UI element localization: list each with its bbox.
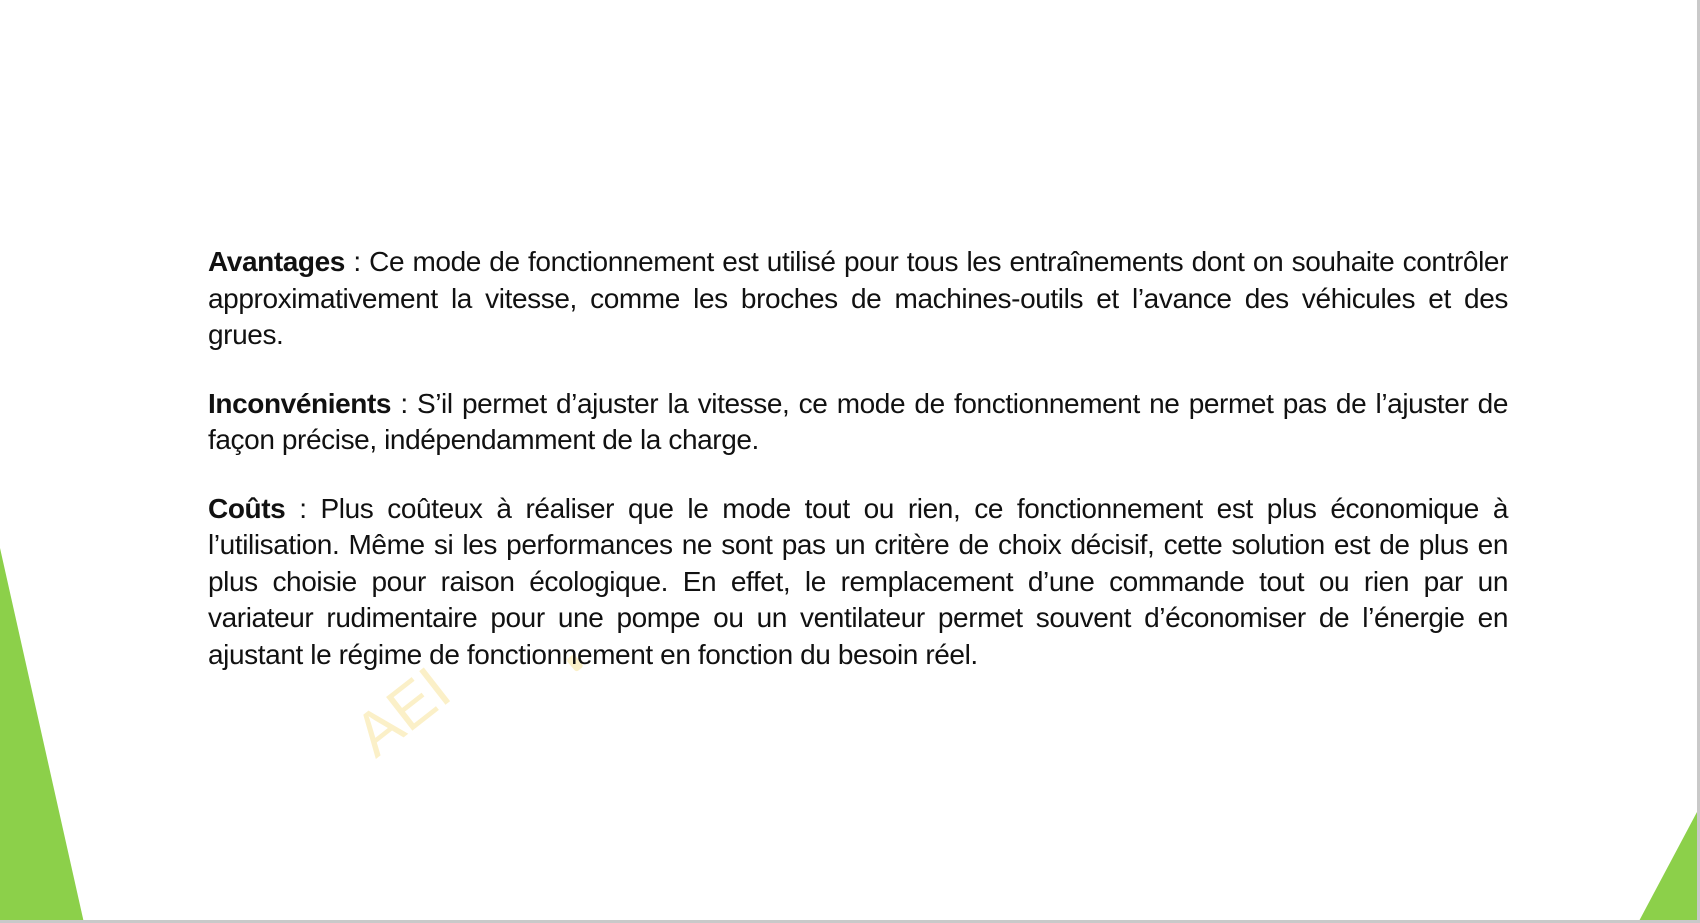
term-couts: Coûts — [208, 492, 286, 524]
term-inconvenients: Inconvénients — [208, 387, 392, 419]
left-green-accent-shape — [0, 548, 84, 923]
term-avantages: Avantages — [208, 246, 345, 277]
text-inconvenients: : S’il permet d’ajuster la vitesse, ce mode de fonctionnement ne permet pas de l’ajuster de façon précise, indépendamment de la charge. — [208, 387, 1508, 455]
watermark: AEI — [341, 654, 464, 771]
slide-body — [208, 244, 1508, 705]
right-green-accent-shape — [1638, 812, 1697, 923]
text-couts: : Plus coûteux à réaliser que le mode tout ou rien, ce fonctionnement est plus économique à l’utilisation. Même si les performances ne sont pas un critère de choix décisif, cette solution est de plus en plus choisie pour raison écologique. En effet, le remplacement d’une commande tout ou rien par un variateur rudimentaire pour une pompe ou un ventilateur permet souvent d’économiser de l’énergie en ajustant le régime de fonctionnement en fonction du besoin réel. — [208, 492, 1508, 670]
paragraph-avantages — [208, 244, 1508, 354]
text-avantages: : Ce mode de fonctionnement est utilisé pour tous les entraînements dont on souhaite contrôler approximativement la vitesse, comme les broches de machines-outils et l’avance des véhicules et des grues. — [208, 246, 1508, 350]
paragraph-couts — [208, 491, 1508, 674]
paragraph-inconvenients — [208, 386, 1508, 459]
